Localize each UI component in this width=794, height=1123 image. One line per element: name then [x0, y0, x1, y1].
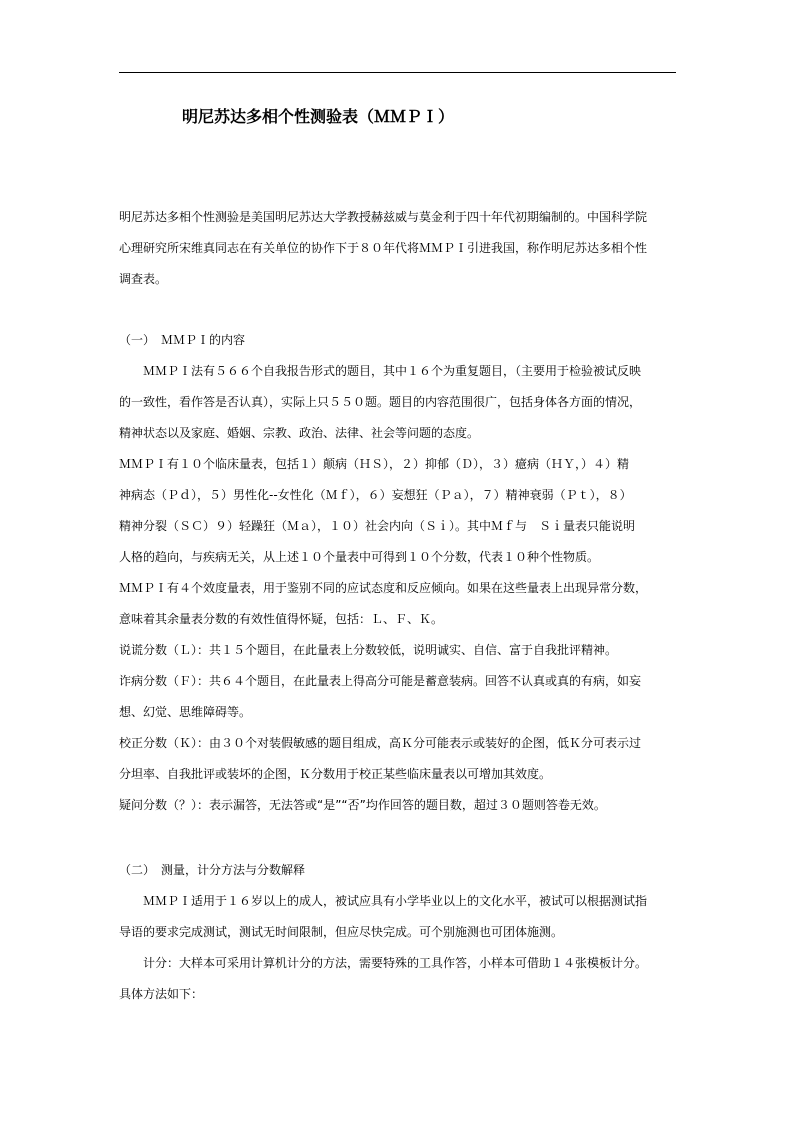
- intro-paragraph: [119, 202, 679, 295]
- section-heading: （一） ＭＭＰＩ的内容: [119, 333, 246, 347]
- text-line: 计分：大样本可采用计算机计分的方法，需要特殊的工具作答，小样本可借助１４张模板计分。: [143, 956, 648, 970]
- header-rule: [119, 72, 676, 73]
- text-line: 调查表。: [119, 272, 168, 286]
- text-line: 人格的趋向，与疾病无关，从上述１０个量表中可得到１０个分数，代表１０种个性物质。: [119, 550, 600, 564]
- section-scoring: [119, 855, 679, 1010]
- text-line: ＭＭＰＩ法有５６６个自我报告形式的题目，其中１６个为重复题目，（主要用于检验被试反映: [143, 364, 642, 378]
- text-line: 心理研究所宋维真同志在有关单位的协作下于８０年代将ＭＭＰＩ引进我国，称作明尼苏达多相个性: [119, 241, 648, 255]
- section-contents: [119, 325, 679, 821]
- text-line: 疑问分数（？）：表示漏答，无法答或“是”“否”均作回答的题目数，超过３０题则答卷无效。: [119, 798, 606, 812]
- section-heading: （二） 测量，计分方法与分数解释: [119, 863, 306, 877]
- text-line: 说谎分数（Ｌ）：共１５个题目，在此量表上分数较低，说明诚实、自信、富于自我批评精神。: [119, 643, 618, 657]
- text-line: 精神状态以及家庭、婚姻、宗教、政治、法律、社会等问题的态度。: [119, 426, 480, 440]
- text-line: 分坦率、自我批评或装坏的企图，Ｋ分数用于校正某些临床量表以可增加其效度。: [119, 767, 552, 781]
- text-line: 的一致性，看作答是否认真），实际上只５５０题。题目的内容范围很广，包括身体各方面的情况，: [119, 395, 642, 409]
- text-line: ＭＭＰＩ有１０个临床量表，包括１）颠病（ＨＳ），２）抑郁（Ｄ），３）癔病（ＨＹ，）４）精: [119, 457, 630, 471]
- document-title: 明尼苏达多相个性测验表（ＭＭＰＩ）: [182, 107, 455, 126]
- text-line: ＭＭＰＩ适用于１６岁以上的成人，被试应具有小学毕业以上的文化水平，被试可以根据测试指: [143, 894, 648, 908]
- text-line: 精神分裂（ＳＣ）９）轻躁狂（Ｍａ），１０）社会内向（Ｓｉ）。其中Ｍｆ与 Ｓｉ量表只能说明: [119, 519, 636, 533]
- text-line: 想、幻觉、思维障碍等。: [119, 705, 252, 719]
- text-line: ＭＭＰＩ有４个效度量表，用于鉴别不同的应试态度和反应倾向。如果在这些量表上出现异常分数，: [119, 581, 648, 595]
- text-line: 神病态（Ｐｄ），５）男性化--女性化（Ｍｆ），６）妄想狂（Ｐａ），７）精神衰弱（Ｐｔ），８）: [119, 488, 632, 502]
- text-line: 诈病分数（Ｆ）：共６４个题目，在此量表上得高分可能是蓄意装病。回答不认真或真的有病，如妄: [119, 674, 642, 688]
- text-line: 校正分数（Ｋ）：由３０个对装假敏感的题目组成，高Ｋ分可能表示或装好的企图，低Ｋ分可表示过: [119, 736, 642, 750]
- text-line: 具体方法如下：: [119, 987, 204, 1001]
- text-line: 意味着其余量表分数的有效性值得怀疑，包括：Ｌ、Ｆ、Ｋ。: [119, 612, 444, 626]
- text-line: 明尼苏达多相个性测验是美国明尼苏达大学教授赫兹威与莫金利于四十年代初期编制的。中国科学院: [119, 210, 648, 224]
- text-line: 导语的要求完成测试，测试无时间限制，但应尽快完成。可个别施测也可团体施测。: [119, 925, 564, 939]
